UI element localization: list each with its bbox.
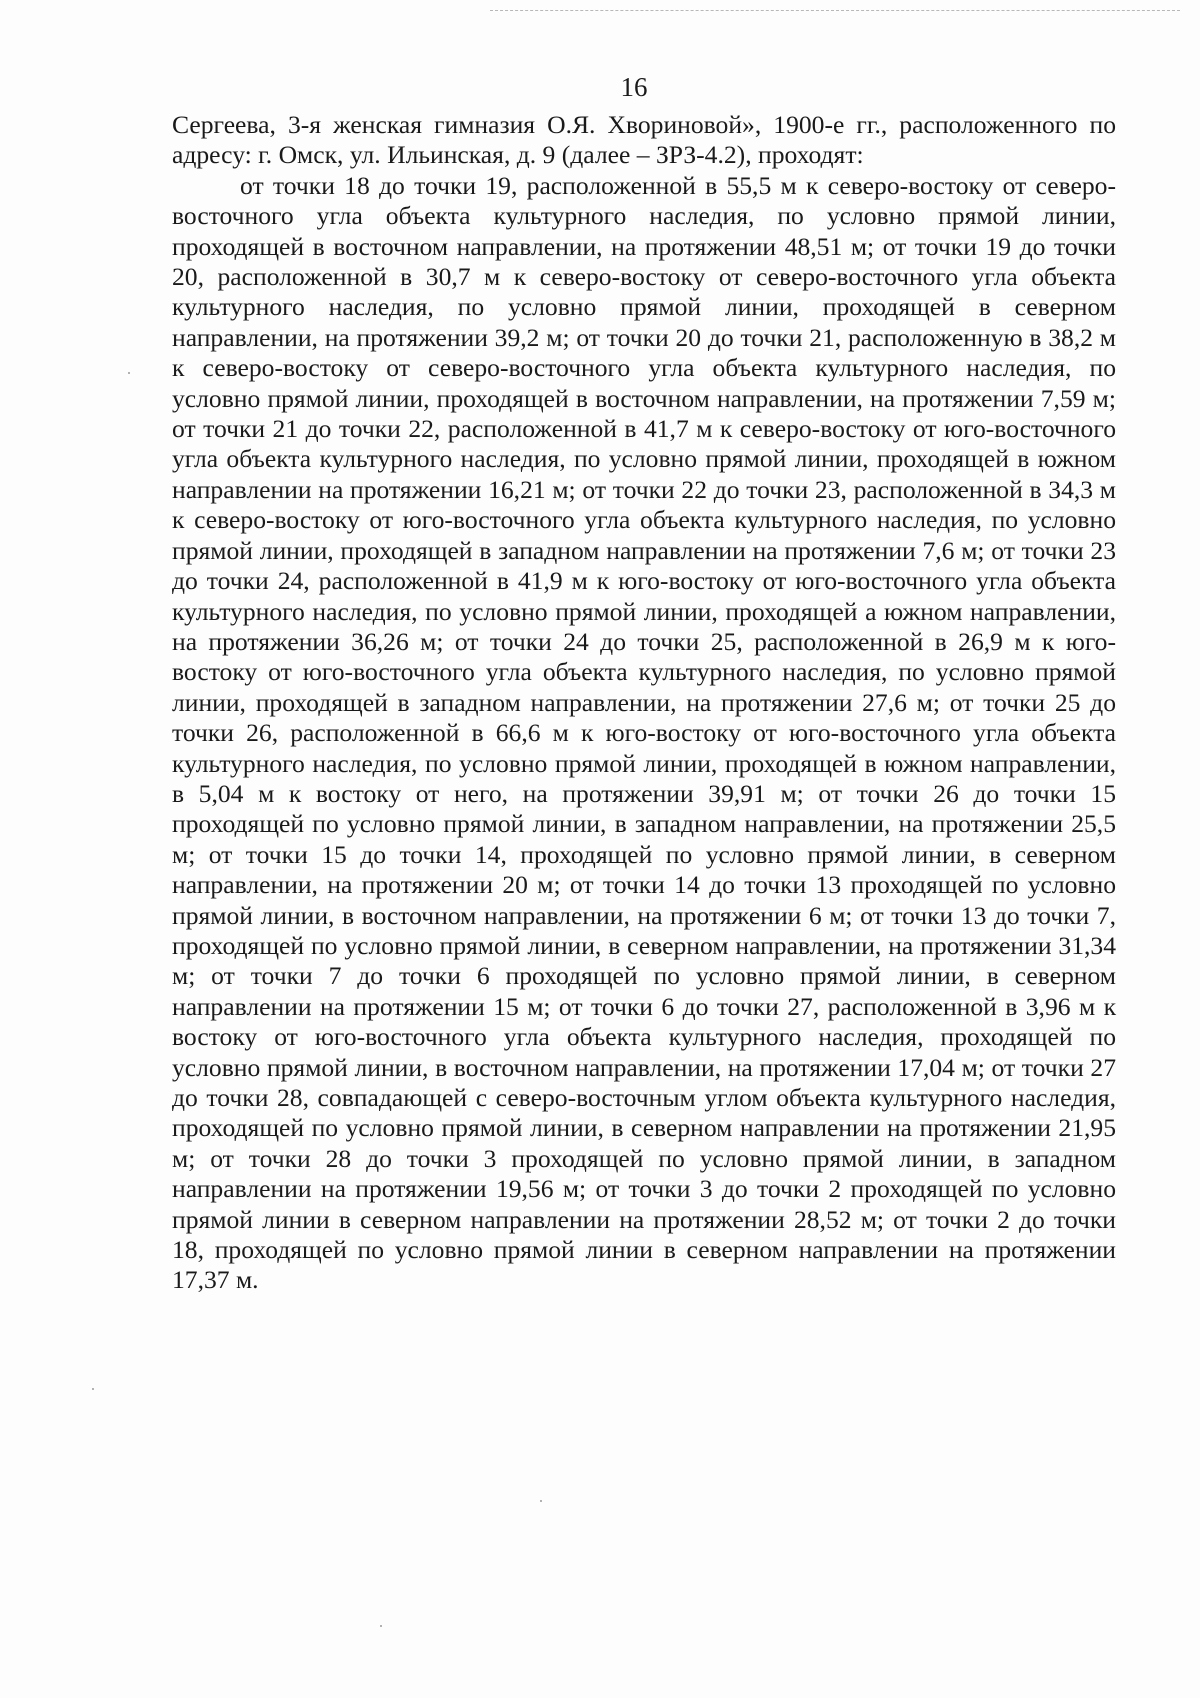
scan-speck bbox=[128, 372, 130, 374]
scan-edge-line bbox=[490, 10, 1180, 11]
scan-speck bbox=[380, 1625, 382, 1627]
scan-speck bbox=[540, 1500, 542, 1502]
body-text bbox=[172, 110, 1116, 1296]
page-number: 16 bbox=[620, 72, 648, 102]
paragraph-continued: Сергеева, 3-я женская гимназия О.Я. Хвориновой», 1900-е гг., расположенного по адресу: г. Омск, ул. Ильинская, д. 9 (далее – ЗРЗ-4.2), проходят: bbox=[172, 110, 1116, 170]
paragraph-main: от точки 18 до точки 19, расположенной в 55,5 м к северо-востоку от северо-восточного угла объекта культурного наследия, по условно прямой линии, проходящей в восточном направлении, на протяжении 48,51 м; от точки 19 до точки 20, расположенной в 30,7 м к северо-востоку от северо-восточного угла объекта культурного наследия, по условно прямой линии, проходящей в северном направлении, на протяжении 39,2 м; от точки 20 до точки 21, расположенную в 38,2 м к северо-востоку от северо-восточного угла объекта культурного наследия, по условно прямой линии, проходящей в восточном направлении, на протяжении 7,59 м; от точки 21 до точки 22, расположенной в 41,7 м к северо-востоку от юго-восточного угла объекта культурного наследия, по условно прямой линии, проходящей в южном направлении на протяжении 16,21 м; от точки 22 до точки 23, расположенной в 34,3 м к северо-востоку от юго-восточного угла объекта культурного наследия, по условно прямой линии, проходящей в западном направлении на протяжении 7,6 м; от точки 23 до точки 24, расположенной в 41,9 м к юго-востоку от юго-восточного угла объекта культурного наследия, по условно прямой линии, проходящей а южном направлении, на протяжении 36,26 м; от точки 24 до точки 25, расположенной в 26,9 м к юго-востоку от юго-восточного угла объекта культурного наследия, по условно прямой линии, проходящей в западном направлении, на протяжении 27,6 м; от точки 25 до точки 26, расположенной в 66,6 м к юго-востоку от юго-восточного угла объекта культурного наследия, по условно прямой линии, проходящей в южном направлении, в 5,04 м к востоку от него, на протяжении 39,91 м; от точки 26 до точки 15 проходящей по условно прямой линии, в западном направлении, на протяжении 25,5 м; от точки 15 до точки 14, проходящей по условно прямой линии, в северном направлении, на протяжении 20 м; от точки 14 до точки 13 проходящей по условно прямой линии, в восточном направлении, на протяжении 6 м; от точки 13 до точки 7, проходящей по условно прямой линии, в северном направлении, на протяжении 31,34 м; от точки 7 до точки 6 проходящей по условно прямой линии, в северном направлении на протяжении 15 м; от точки 6 до точки 27, расположенной в 3,96 м к востоку от юго-восточного угла объекта культурного наследия, проходящей по условно прямой линии, в восточном направлении, на протяжении 17,04 м; от точки 27 до точки 28, совпадающей с северо-восточным углом объекта культурного наследия, проходящей по условно прямой линии, в северном направлении на протяжении 21,95 м; от точки 28 до точки 3 проходящей по условно прямой линии, в западном направлении на протяжении 19,56 м; от точки 3 до точки 2 проходящей по условно прямой линии в северном направлении на протяжении 28,52 м; от точки 2 до точки 18, проходящей по условно прямой линии в северном направлении на протяжении 17,37 м. bbox=[172, 170, 1116, 1295]
scan-speck bbox=[92, 1388, 94, 1390]
